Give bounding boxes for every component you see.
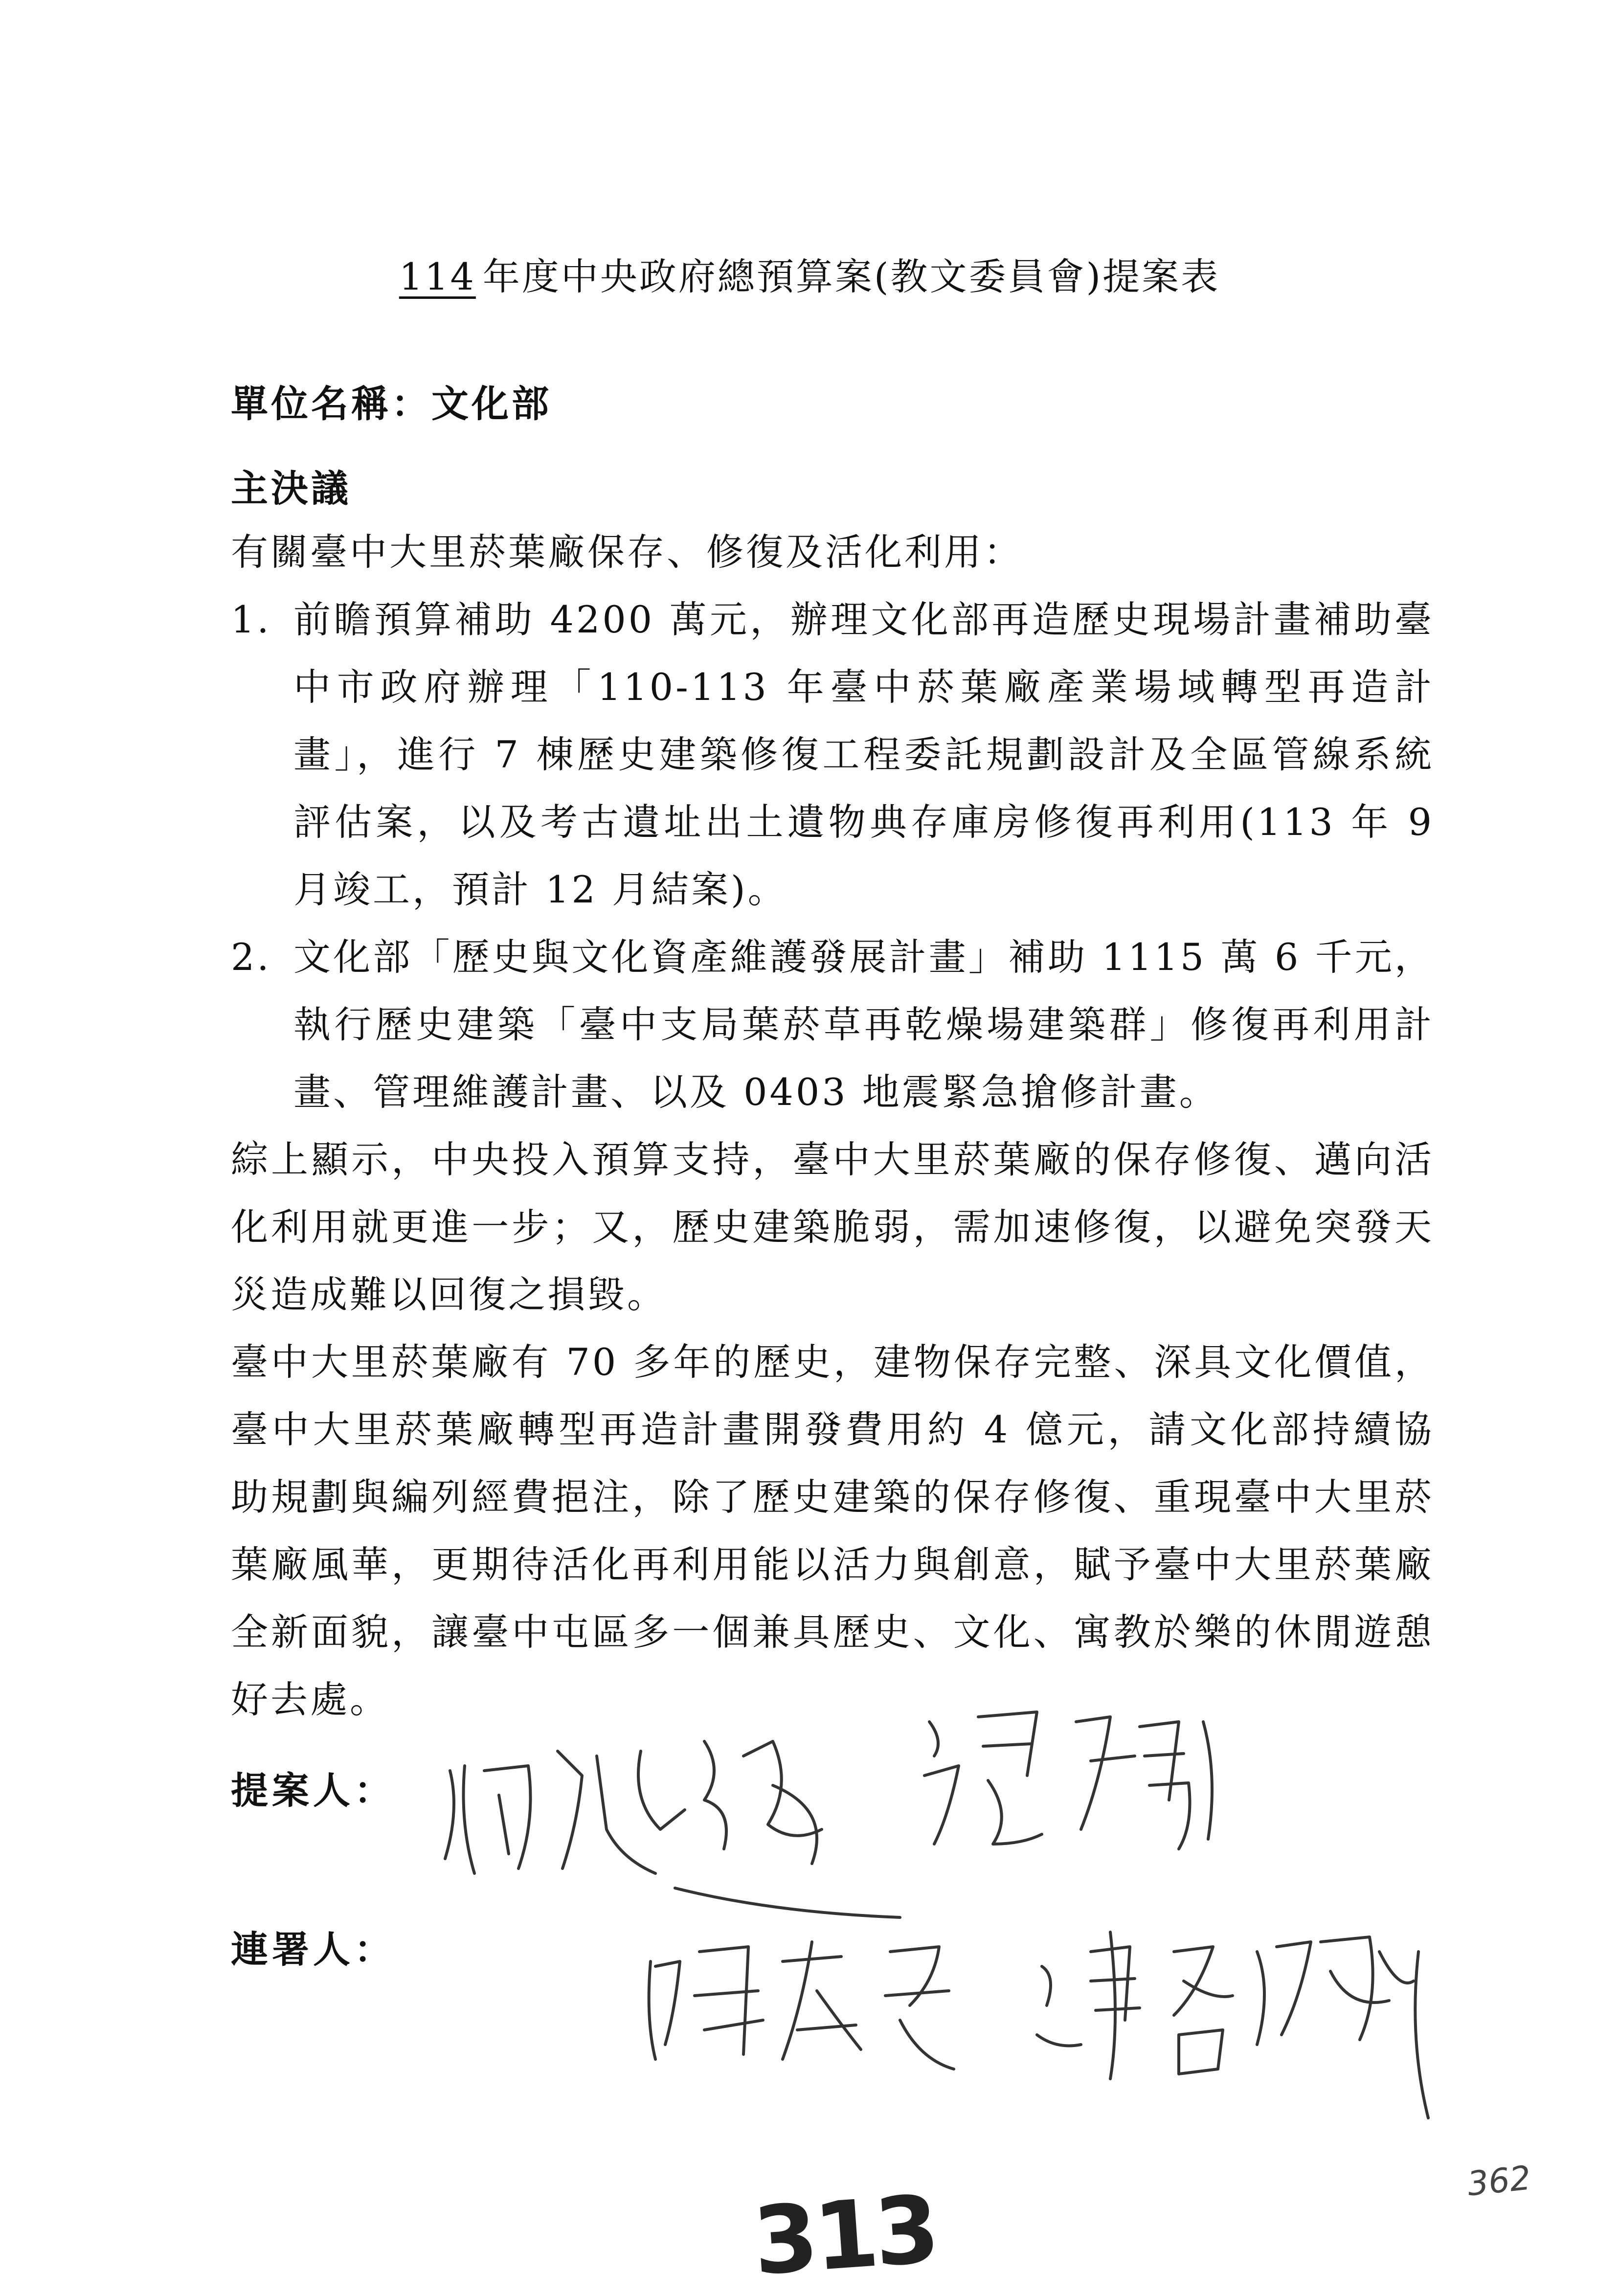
proposer-signature-2 bbox=[915, 1702, 1267, 1859]
list-item-number: 2. bbox=[231, 935, 271, 979]
proposer-label: 提案人： bbox=[231, 1769, 395, 1812]
cosigner-signature-1 bbox=[636, 1932, 988, 2089]
cosigner-signature-2 bbox=[1027, 1922, 1458, 2128]
list-item bbox=[231, 586, 1434, 923]
form-title bbox=[0, 247, 1619, 300]
cosigner-label: 連署人： bbox=[231, 1928, 395, 1971]
intro-text: 有關臺中大里菸葉廠保存、修復及活化利用： bbox=[231, 530, 1023, 574]
resolution-heading: 主決議 bbox=[231, 467, 351, 510]
title-text: 年度中央政府總預算案(教文委員會)提案表 bbox=[482, 255, 1220, 298]
unit-name: 單位名稱：文化部 bbox=[231, 382, 552, 426]
list-item bbox=[231, 923, 1434, 1126]
proposer-signature-1 bbox=[430, 1712, 944, 1937]
summary-paragraph: 綜上顯示，中央投入預算支持，臺中大里菸葉廠的保存修復、邁向活化利用就更進一步；又，歷史建築脆弱，需加速修復，以避免突發天災造成難以回復之損毀。 bbox=[231, 1138, 1434, 1316]
description-paragraph: 臺中大里菸葉廠有 70 多年的歷史，建物保存完整、深具文化價值，臺中大里菸葉廠轉型再造計畫開發費用約 4 億元，請文化部持續協助規劃與編列經費挹注，除了歷史建築的保存修復、重現臺中大里菸葉廠風華，更期待活化再利用能以活力與創意，賦予臺中大里菸葉廠全新面貌，讓臺中屯區多一個兼具歷史、文化、寓教於樂的休閒遊憩好去處。 bbox=[231, 1340, 1434, 1721]
list-item-text: 文化部「歷史與文化資產維護發展計畫」補助 1115 萬 6 千元，執行歷史建築「臺中支局葉菸草再乾燥場建築群」修復再利用計畫、管理維護計畫、以及 0403 地震緊急搶修計畫。 bbox=[293, 935, 1434, 1114]
list-item-text: 前瞻預算補助 4200 萬元，辦理文化部再造歷史現場計畫補助臺中市政府辦理「110-113 年臺中菸葉廠產業場域轉型再造計畫」，進行 7 棟歷史建築修復工程委託規劃設計及全區管線系統評估案，以及考古遺址出土遺物典存庫房修復再利用(113 年 9 月竣工，預計 12 月結案)。 bbox=[293, 598, 1434, 911]
list-item-number: 1. bbox=[231, 598, 271, 641]
page-number: 362 bbox=[1465, 2159, 1533, 2204]
title-year: 114 bbox=[399, 255, 476, 298]
resolution-body bbox=[231, 518, 1434, 1733]
handwritten-number: 313 bbox=[749, 2175, 939, 2296]
